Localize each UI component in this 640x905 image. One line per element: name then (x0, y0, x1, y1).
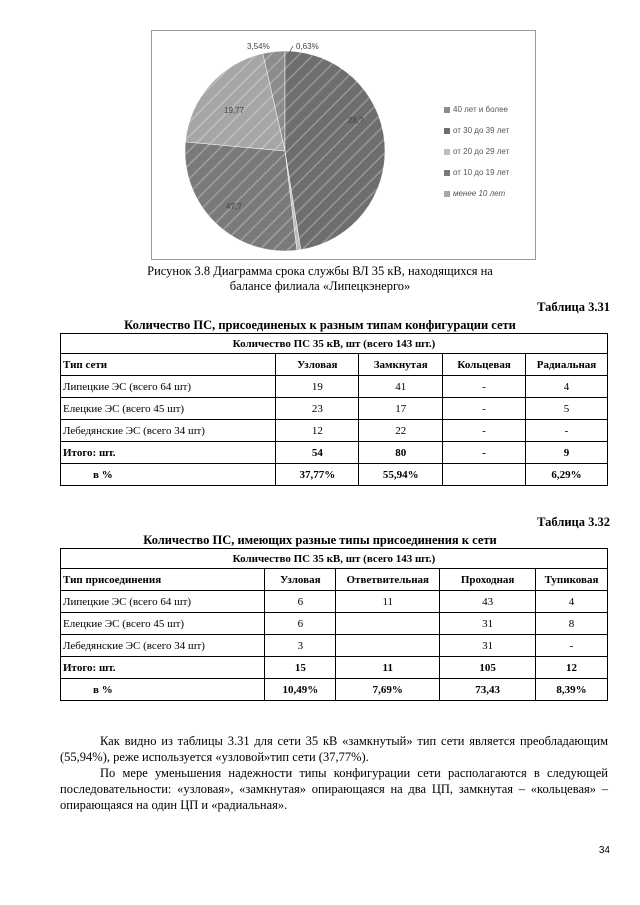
table-cell (336, 635, 440, 657)
pie-chart (151, 30, 536, 260)
table-row (61, 613, 608, 635)
row-label: Липецкие ЭС (всего 64 шт) (61, 376, 276, 398)
table-cell: - (443, 420, 526, 442)
legend-item (444, 162, 509, 183)
table-cell: 11 (336, 657, 440, 679)
table-row (61, 591, 608, 613)
legend-label: менее 10 лет (453, 189, 506, 198)
table-cell: 31 (440, 613, 536, 635)
table-cell: 17 (359, 398, 443, 420)
table-cell: 105 (440, 657, 536, 679)
table-number: Таблица 3.32 (537, 515, 610, 529)
table-cell: 6 (265, 591, 336, 613)
pie-slice-label: 0,63% (296, 42, 319, 51)
table-cell: - (443, 376, 526, 398)
table-cell: 19 (276, 376, 359, 398)
page-number: 34 (598, 845, 610, 856)
legend-label: от 10 до 19 лет (453, 168, 510, 177)
table-cell: 6 (265, 613, 336, 635)
table-cell: 73,43 (440, 679, 536, 701)
row-label: Елецкие ЭС (всего 45 шт) (61, 613, 265, 635)
table-span-header: Количество ПС 35 кВ, шт (всего 143 шт.) (61, 549, 608, 569)
chart-legend (444, 99, 509, 204)
table-row (61, 376, 608, 398)
table-cell: 12 (536, 657, 608, 679)
pie-slice-label: 47,? (226, 202, 242, 211)
percent-row (61, 679, 608, 701)
table-cell: 3 (265, 635, 336, 657)
legend-item (444, 120, 509, 141)
column-header: Тип присоединения (61, 569, 265, 591)
legend-item (444, 141, 509, 162)
table-title: Количество ПС, имеющих разные типы присоединения к сети (143, 533, 497, 547)
table-cell (443, 464, 526, 486)
column-header: Тупиковая (536, 569, 608, 591)
table-cell: - (526, 420, 608, 442)
legend-item (444, 99, 509, 120)
table-row (61, 398, 608, 420)
column-header: Тип сети (61, 354, 276, 376)
pie-texture (185, 51, 385, 251)
column-header: Узловая (276, 354, 359, 376)
table-cell: 5 (526, 398, 608, 420)
column-header: Ответвительная (336, 569, 440, 591)
table-cell: - (443, 442, 526, 464)
pie-slice-label: 28,? (348, 116, 364, 125)
column-header: Радиальная (526, 354, 608, 376)
legend-swatch-2 (444, 149, 450, 155)
figure-caption-line: Рисунок 3.8 Диаграмма срока службы ВЛ 35 кВ, находящихся на (147, 264, 493, 278)
legend-swatch-3 (444, 170, 450, 176)
legend-label: от 20 до 29 лет (453, 147, 510, 156)
table-cell: 37,77% (276, 464, 359, 486)
row-label: Елецкие ЭС (всего 45 шт) (61, 398, 276, 420)
total-row (61, 442, 608, 464)
row-label: Итого: шт. (61, 657, 265, 679)
table-cell: 6,29% (526, 464, 608, 486)
figure-caption-line: балансе филиала «Липецкэнерго» (229, 279, 411, 293)
column-header: Кольцевая (443, 354, 526, 376)
row-label: в % (61, 679, 265, 701)
table-cell: - (536, 635, 608, 657)
table-cell: 4 (536, 591, 608, 613)
legend-swatch-4 (444, 191, 450, 197)
row-label: в % (61, 464, 276, 486)
table-cell: 12 (276, 420, 359, 442)
row-label: Лебедянские ЭС (всего 34 шт) (61, 420, 276, 442)
table-cell: 31 (440, 635, 536, 657)
row-label: Итого: шт. (61, 442, 276, 464)
pie-slice-label: 3,54% (247, 42, 270, 51)
table-cell: 8 (536, 613, 608, 635)
table-cell: 11 (336, 591, 440, 613)
legend-swatch-1 (444, 128, 450, 134)
table-cell: 8,39% (536, 679, 608, 701)
table-3-31 (60, 333, 608, 486)
table-cell: 41 (359, 376, 443, 398)
table-title: Количество ПС, присоединеных к разным типам конфигурации сети (124, 318, 516, 332)
column-header: Проходная (440, 569, 536, 591)
table-cell: 9 (526, 442, 608, 464)
table-cell: 22 (359, 420, 443, 442)
row-label: Липецкие ЭС (всего 64 шт) (61, 591, 265, 613)
table-cell: 15 (265, 657, 336, 679)
paragraph: Как видно из таблицы 3.31 для сети 35 кВ «замкнутый» тип сети является преобладающим (55,94%), реже используется «узловой»тип сети (37,77%). (60, 734, 608, 764)
table-3-32 (60, 548, 608, 701)
table-cell: - (443, 398, 526, 420)
legend-item (444, 183, 509, 204)
paragraph: По мере уменьшения надежности типы конфигурации сети располагаются в следующей последовательности: «узловая», «замкнутая» опирающаяся на два ЦП, замкнутая – «кольцевая» – опирающаяся на один ЦП и «радиальная». (60, 766, 608, 812)
column-header: Замкнутая (359, 354, 443, 376)
legend-swatch-0 (444, 107, 450, 113)
body-text (60, 733, 608, 813)
column-header: Узловая (265, 569, 336, 591)
table-cell: 10,49% (265, 679, 336, 701)
table-cell: 54 (276, 442, 359, 464)
percent-row (61, 464, 608, 486)
legend-label: 40 лет и более (453, 105, 508, 114)
pie-slice-label: 19,77 (224, 106, 245, 115)
table-cell: 4 (526, 376, 608, 398)
table-cell: 55,94% (359, 464, 443, 486)
table-row (61, 635, 608, 657)
table-number: Таблица 3.31 (537, 300, 610, 314)
table-cell: 7,69% (336, 679, 440, 701)
table-row (61, 420, 608, 442)
table-cell (336, 613, 440, 635)
table-cell: 23 (276, 398, 359, 420)
legend-label: от 30 до 39 лет (453, 126, 510, 135)
total-row (61, 657, 608, 679)
table-span-header: Количество ПС 35 кВ, шт (всего 143 шт.) (61, 334, 608, 354)
row-label: Лебедянские ЭС (всего 34 шт) (61, 635, 265, 657)
figure-caption (0, 264, 640, 294)
table-cell: 43 (440, 591, 536, 613)
table-cell: 80 (359, 442, 443, 464)
